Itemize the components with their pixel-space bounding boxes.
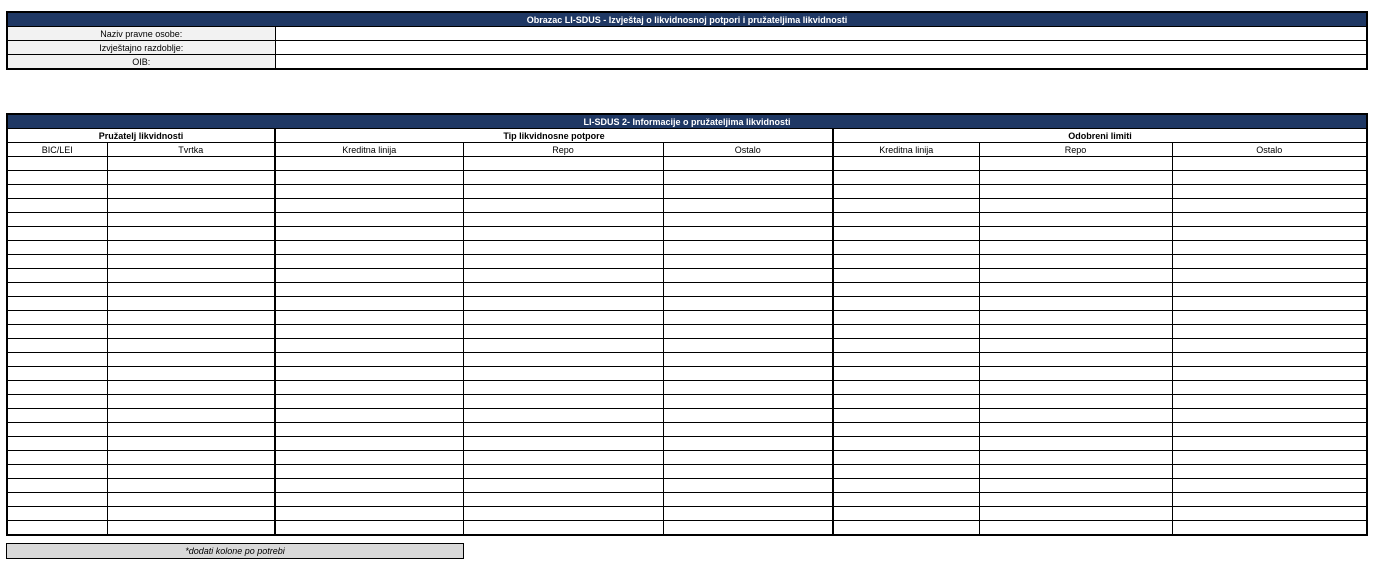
table-cell[interactable] xyxy=(663,521,833,536)
table-cell[interactable] xyxy=(463,213,663,227)
table-cell[interactable] xyxy=(979,507,1172,521)
table-cell[interactable] xyxy=(463,479,663,493)
table-row xyxy=(7,157,1367,171)
table-cell[interactable] xyxy=(833,353,979,367)
column-header-limit-credit-line: Kreditna linija xyxy=(833,143,979,157)
table-cell[interactable] xyxy=(275,171,463,185)
table-cell[interactable] xyxy=(833,493,979,507)
table-row xyxy=(7,423,1367,437)
table-cell[interactable] xyxy=(979,339,1172,353)
table-cell[interactable] xyxy=(463,283,663,297)
table-cell[interactable] xyxy=(979,171,1172,185)
liquidity-providers-table xyxy=(6,113,1368,536)
table-cell[interactable] xyxy=(7,311,107,325)
oib-label: OIB: xyxy=(7,55,275,70)
table-cell[interactable] xyxy=(7,255,107,269)
legal-entity-name-field[interactable] xyxy=(275,27,1367,41)
table-cell[interactable] xyxy=(7,395,107,409)
table-row xyxy=(7,451,1367,465)
table-cell[interactable] xyxy=(663,227,833,241)
column-header-limit-repo: Repo xyxy=(979,143,1172,157)
table-cell[interactable] xyxy=(107,227,275,241)
table-cell[interactable] xyxy=(979,213,1172,227)
table-cell[interactable] xyxy=(833,171,979,185)
table-cell[interactable] xyxy=(7,297,107,311)
table-row xyxy=(7,297,1367,311)
table-row xyxy=(7,255,1367,269)
table-cell[interactable] xyxy=(107,521,275,536)
table-cell[interactable] xyxy=(833,269,979,283)
table-cell[interactable] xyxy=(1172,395,1367,409)
table-cell[interactable] xyxy=(275,409,463,423)
table-cell[interactable] xyxy=(663,213,833,227)
table-cell[interactable] xyxy=(463,241,663,255)
table-cell[interactable] xyxy=(7,185,107,199)
table-cell[interactable] xyxy=(463,325,663,339)
table-cell[interactable] xyxy=(107,157,275,171)
table-cell[interactable] xyxy=(7,493,107,507)
table-cell[interactable] xyxy=(463,227,663,241)
group-header-support-type: Tip likvidnosne potpore xyxy=(275,129,833,143)
table-cell[interactable] xyxy=(7,409,107,423)
table-cell[interactable] xyxy=(107,269,275,283)
table-cell[interactable] xyxy=(1172,269,1367,283)
table-cell[interactable] xyxy=(1172,465,1367,479)
column-header-other: Ostalo xyxy=(663,143,833,157)
table-cell[interactable] xyxy=(1172,157,1367,171)
table-cell[interactable] xyxy=(979,297,1172,311)
table-cell[interactable] xyxy=(663,507,833,521)
table-cell[interactable] xyxy=(463,297,663,311)
table-cell[interactable] xyxy=(7,465,107,479)
table-cell[interactable] xyxy=(463,269,663,283)
table-cell[interactable] xyxy=(663,381,833,395)
table-cell[interactable] xyxy=(663,353,833,367)
table-cell[interactable] xyxy=(1172,185,1367,199)
table-cell[interactable] xyxy=(275,255,463,269)
table-cell[interactable] xyxy=(107,381,275,395)
table-cell[interactable] xyxy=(107,423,275,437)
table-cell[interactable] xyxy=(7,213,107,227)
table-cell[interactable] xyxy=(463,311,663,325)
table-row xyxy=(7,199,1367,213)
table-cell[interactable] xyxy=(275,283,463,297)
table-cell[interactable] xyxy=(663,157,833,171)
table-cell[interactable] xyxy=(7,157,107,171)
table-cell[interactable] xyxy=(1172,213,1367,227)
table-cell[interactable] xyxy=(833,241,979,255)
table-cell[interactable] xyxy=(275,241,463,255)
table-cell[interactable] xyxy=(979,325,1172,339)
table-cell[interactable] xyxy=(833,157,979,171)
form-header-table xyxy=(6,11,1368,70)
table-cell[interactable] xyxy=(1172,171,1367,185)
table-cell[interactable] xyxy=(663,479,833,493)
table-cell[interactable] xyxy=(7,339,107,353)
table-cell[interactable] xyxy=(7,199,107,213)
table-row xyxy=(7,171,1367,185)
table-cell[interactable] xyxy=(275,185,463,199)
table-cell[interactable] xyxy=(107,367,275,381)
table-cell[interactable] xyxy=(1172,241,1367,255)
table-cell[interactable] xyxy=(7,423,107,437)
table-cell[interactable] xyxy=(979,493,1172,507)
table-cell[interactable] xyxy=(1172,493,1367,507)
table-cell[interactable] xyxy=(1172,409,1367,423)
table-cell[interactable] xyxy=(1172,521,1367,536)
table-cell[interactable] xyxy=(463,451,663,465)
table-cell[interactable] xyxy=(275,227,463,241)
table-cell[interactable] xyxy=(463,353,663,367)
table-cell[interactable] xyxy=(1172,437,1367,451)
table-cell[interactable] xyxy=(7,283,107,297)
table-row xyxy=(7,283,1367,297)
table-cell[interactable] xyxy=(275,381,463,395)
table-cell[interactable] xyxy=(7,353,107,367)
table-cell[interactable] xyxy=(663,325,833,339)
table-cell[interactable] xyxy=(979,241,1172,255)
table-cell[interactable] xyxy=(463,367,663,381)
table-cell[interactable] xyxy=(463,507,663,521)
table-cell[interactable] xyxy=(463,423,663,437)
table-cell[interactable] xyxy=(663,199,833,213)
table-cell[interactable] xyxy=(979,479,1172,493)
table-cell[interactable] xyxy=(107,451,275,465)
table-cell[interactable] xyxy=(979,395,1172,409)
table-cell[interactable] xyxy=(979,199,1172,213)
table-cell[interactable] xyxy=(979,381,1172,395)
table-cell[interactable] xyxy=(833,325,979,339)
table-cell[interactable] xyxy=(1172,381,1367,395)
table-row xyxy=(7,325,1367,339)
table-cell[interactable] xyxy=(275,157,463,171)
table-cell[interactable] xyxy=(663,255,833,269)
table-cell[interactable] xyxy=(663,409,833,423)
table-cell[interactable] xyxy=(107,465,275,479)
table-cell[interactable] xyxy=(1172,283,1367,297)
table-row xyxy=(7,269,1367,283)
table-cell[interactable] xyxy=(833,185,979,199)
table-row xyxy=(7,409,1367,423)
table-cell[interactable] xyxy=(833,213,979,227)
column-header-limit-other: Ostalo xyxy=(1172,143,1367,157)
table-cell[interactable] xyxy=(663,311,833,325)
table-cell[interactable] xyxy=(107,255,275,269)
table-cell[interactable] xyxy=(663,241,833,255)
table-cell[interactable] xyxy=(463,521,663,536)
column-header-bic-lei: BIC/LEI xyxy=(7,143,107,157)
table-row xyxy=(7,213,1367,227)
table-cell[interactable] xyxy=(833,283,979,297)
table-cell[interactable] xyxy=(107,297,275,311)
table-cell[interactable] xyxy=(275,339,463,353)
table-cell[interactable] xyxy=(663,171,833,185)
table-row xyxy=(7,437,1367,451)
table-cell[interactable] xyxy=(979,465,1172,479)
table-cell[interactable] xyxy=(979,521,1172,536)
table-cell[interactable] xyxy=(275,213,463,227)
table-cell[interactable] xyxy=(107,395,275,409)
form-title: Obrazac LI-SDUS - Izvještaj o likvidnosnoj potpori i pružateljima likvidnosti xyxy=(7,12,1367,27)
legal-entity-name-label: Naziv pravne osobe: xyxy=(7,27,275,41)
table-cell[interactable] xyxy=(1172,451,1367,465)
column-header-company: Tvrtka xyxy=(107,143,275,157)
table-cell[interactable] xyxy=(1172,227,1367,241)
column-header-repo: Repo xyxy=(463,143,663,157)
table-cell[interactable] xyxy=(7,521,107,536)
table-cell[interactable] xyxy=(833,381,979,395)
footnote: *dodati kolone po potrebi xyxy=(6,543,464,559)
table-cell[interactable] xyxy=(463,199,663,213)
column-header-credit-line: Kreditna linija xyxy=(275,143,463,157)
table-cell[interactable] xyxy=(463,493,663,507)
table-cell[interactable] xyxy=(107,185,275,199)
table-cell[interactable] xyxy=(463,395,663,409)
table-row xyxy=(7,367,1367,381)
table-cell[interactable] xyxy=(7,241,107,255)
table-cell[interactable] xyxy=(1172,297,1367,311)
table-cell[interactable] xyxy=(833,521,979,536)
table-cell[interactable] xyxy=(107,507,275,521)
table-cell[interactable] xyxy=(833,395,979,409)
oib-field[interactable] xyxy=(275,55,1367,70)
table-cell[interactable] xyxy=(1172,367,1367,381)
table-cell[interactable] xyxy=(275,311,463,325)
table-cell[interactable] xyxy=(107,353,275,367)
table-cell[interactable] xyxy=(7,507,107,521)
table-row xyxy=(7,381,1367,395)
table-row xyxy=(7,507,1367,521)
table-cell[interactable] xyxy=(1172,353,1367,367)
table-cell[interactable] xyxy=(979,451,1172,465)
table-cell[interactable] xyxy=(979,311,1172,325)
reporting-period-field[interactable] xyxy=(275,41,1367,55)
table-cell[interactable] xyxy=(275,269,463,283)
table-cell[interactable] xyxy=(7,451,107,465)
table-cell[interactable] xyxy=(107,283,275,297)
table-cell[interactable] xyxy=(1172,339,1367,353)
table-cell[interactable] xyxy=(833,297,979,311)
table-cell[interactable] xyxy=(7,325,107,339)
table-cell[interactable] xyxy=(107,325,275,339)
table-cell[interactable] xyxy=(275,521,463,536)
table-row xyxy=(7,353,1367,367)
table-cell[interactable] xyxy=(663,367,833,381)
table-cell[interactable] xyxy=(275,199,463,213)
table-cell[interactable] xyxy=(663,437,833,451)
table-row xyxy=(7,339,1367,353)
table-cell[interactable] xyxy=(979,283,1172,297)
table-cell[interactable] xyxy=(275,325,463,339)
table-cell[interactable] xyxy=(1172,325,1367,339)
reporting-period-label: Izvještajno razdoblje: xyxy=(7,41,275,55)
table-cell[interactable] xyxy=(275,423,463,437)
table-cell[interactable] xyxy=(1172,311,1367,325)
table-cell[interactable] xyxy=(1172,199,1367,213)
table-cell[interactable] xyxy=(7,269,107,283)
table-cell[interactable] xyxy=(663,269,833,283)
table-cell[interactable] xyxy=(275,451,463,465)
table-cell[interactable] xyxy=(979,353,1172,367)
table-cell[interactable] xyxy=(7,367,107,381)
table-cell[interactable] xyxy=(833,255,979,269)
table-cell[interactable] xyxy=(107,409,275,423)
table-cell[interactable] xyxy=(833,227,979,241)
table-cell[interactable] xyxy=(107,213,275,227)
table-cell[interactable] xyxy=(463,339,663,353)
table-cell[interactable] xyxy=(979,423,1172,437)
table-cell[interactable] xyxy=(833,451,979,465)
table-row xyxy=(7,227,1367,241)
table-row xyxy=(7,493,1367,507)
table-cell[interactable] xyxy=(979,185,1172,199)
group-header-provider: Pružatelj likvidnosti xyxy=(7,129,275,143)
table-cell[interactable] xyxy=(463,255,663,269)
table-cell[interactable] xyxy=(979,227,1172,241)
table-cell[interactable] xyxy=(1172,507,1367,521)
table-cell[interactable] xyxy=(107,479,275,493)
table-cell[interactable] xyxy=(833,409,979,423)
table-row xyxy=(7,479,1367,493)
table-row xyxy=(7,521,1367,536)
table-cell[interactable] xyxy=(1172,423,1367,437)
table-cell[interactable] xyxy=(663,423,833,437)
providers-table-body xyxy=(7,157,1367,536)
table-cell[interactable] xyxy=(663,297,833,311)
table-cell[interactable] xyxy=(833,311,979,325)
table-cell[interactable] xyxy=(275,395,463,409)
table-cell[interactable] xyxy=(275,297,463,311)
table-cell[interactable] xyxy=(663,493,833,507)
table-cell[interactable] xyxy=(275,465,463,479)
table-cell[interactable] xyxy=(833,507,979,521)
table-cell[interactable] xyxy=(663,283,833,297)
table-row xyxy=(7,185,1367,199)
table-cell[interactable] xyxy=(663,339,833,353)
group-header-approved-limits: Odobreni limiti xyxy=(833,129,1367,143)
table-cell[interactable] xyxy=(833,479,979,493)
table-cell[interactable] xyxy=(833,437,979,451)
table-cell[interactable] xyxy=(463,437,663,451)
table-cell[interactable] xyxy=(7,381,107,395)
table-cell[interactable] xyxy=(275,479,463,493)
table-cell[interactable] xyxy=(833,465,979,479)
table-cell[interactable] xyxy=(833,423,979,437)
table-cell[interactable] xyxy=(979,269,1172,283)
table-cell[interactable] xyxy=(463,171,663,185)
table-cell[interactable] xyxy=(833,339,979,353)
table-cell[interactable] xyxy=(7,437,107,451)
table-cell[interactable] xyxy=(833,367,979,381)
providers-table-title: LI-SDUS 2- Informacije o pružateljima likvidnosti xyxy=(7,114,1367,129)
table-cell[interactable] xyxy=(979,367,1172,381)
table-cell[interactable] xyxy=(979,437,1172,451)
table-cell[interactable] xyxy=(107,493,275,507)
table-cell[interactable] xyxy=(1172,255,1367,269)
table-cell[interactable] xyxy=(463,185,663,199)
table-cell[interactable] xyxy=(463,465,663,479)
table-cell[interactable] xyxy=(7,227,107,241)
table-cell[interactable] xyxy=(107,339,275,353)
table-cell[interactable] xyxy=(107,311,275,325)
table-cell[interactable] xyxy=(663,451,833,465)
table-cell[interactable] xyxy=(979,157,1172,171)
table-cell[interactable] xyxy=(107,437,275,451)
table-cell[interactable] xyxy=(107,199,275,213)
table-cell[interactable] xyxy=(275,367,463,381)
table-cell[interactable] xyxy=(107,241,275,255)
table-cell[interactable] xyxy=(275,493,463,507)
table-cell[interactable] xyxy=(663,185,833,199)
table-cell[interactable] xyxy=(275,507,463,521)
table-cell[interactable] xyxy=(463,409,663,423)
table-cell[interactable] xyxy=(833,199,979,213)
table-cell[interactable] xyxy=(1172,479,1367,493)
table-cell[interactable] xyxy=(463,381,663,395)
table-cell[interactable] xyxy=(463,157,663,171)
table-cell[interactable] xyxy=(275,353,463,367)
table-cell[interactable] xyxy=(663,395,833,409)
table-cell[interactable] xyxy=(979,409,1172,423)
table-cell[interactable] xyxy=(979,255,1172,269)
table-row xyxy=(7,311,1367,325)
table-row xyxy=(7,241,1367,255)
table-cell[interactable] xyxy=(275,437,463,451)
table-cell[interactable] xyxy=(663,465,833,479)
table-cell[interactable] xyxy=(7,479,107,493)
table-cell[interactable] xyxy=(107,171,275,185)
table-cell[interactable] xyxy=(7,171,107,185)
table-row xyxy=(7,465,1367,479)
table-row xyxy=(7,395,1367,409)
